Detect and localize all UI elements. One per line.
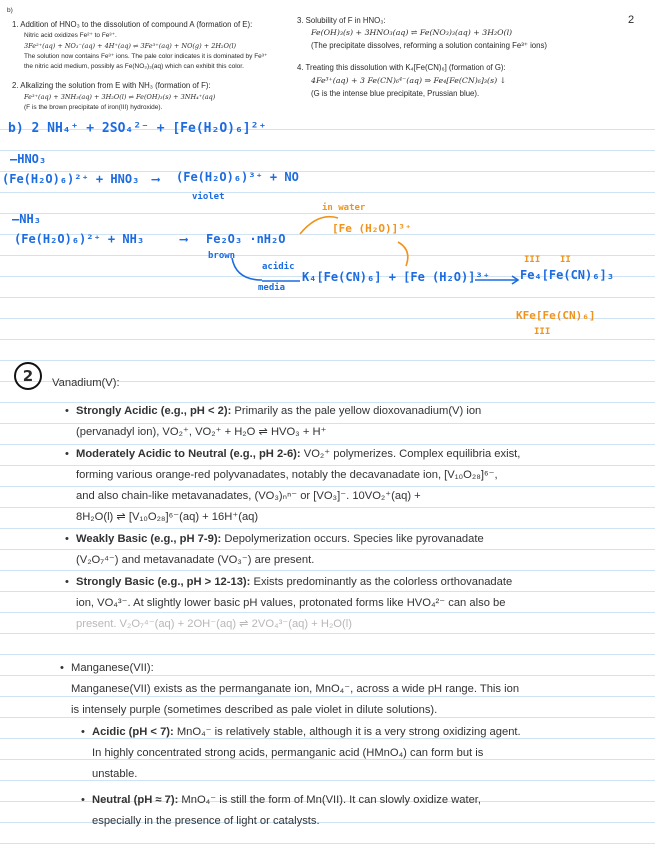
curve-arrow-down (398, 242, 408, 266)
hw-arrow-2: ⟶ (180, 232, 188, 246)
v-b3-text: Depolymerization occurs. Species like pyrovanadate (221, 533, 484, 545)
manganese-section (71, 658, 641, 721)
hw-fe-nh3: (Fe(H₂O)₆)²⁺ + NH₃ (14, 232, 145, 246)
circled-number (14, 362, 42, 390)
hw-media: media (258, 283, 286, 293)
item3-line1: (The precipitate dissolves, reforming a solution containing Fe³⁺ ions) (311, 41, 547, 50)
circled-number-text: 2 (22, 367, 34, 385)
v-b3-text2: (V₂O₇⁴⁻) and metavanadate (VO₃⁻) are present. (76, 554, 315, 566)
hw-minus-hno3: –HNO₃ (10, 152, 47, 166)
v-b2-label: Moderately Acidic to Neutral (e.g., pH 2-6): (76, 448, 301, 460)
hw-minus-nh3: –NH₃ (12, 212, 41, 226)
vanadium-bullet-4 (76, 572, 636, 635)
curve-arrow-brown (232, 258, 262, 280)
vanadium-heading: Vanadium(V): (52, 377, 120, 389)
v-b4-label: Strongly Basic (e.g., pH > 12-13): (76, 576, 251, 588)
hw-reactants-b: b) 2 NH₄⁺ + 2SO₄²⁻ + [Fe(H₂O)₆]²⁺ (8, 121, 267, 136)
item4-line1: (G is the intense blue precipitate, Prussian blue). (311, 89, 480, 98)
v-b2-text2: forming various orange-red polyvanadates, notably the decavanadate ion, [V₁₀O₂₈]⁶⁻, (76, 469, 498, 481)
hw-kfe: KFe[Fe(CN)₆] (516, 309, 596, 322)
vanadium-bullet-3 (76, 529, 636, 571)
hw-acidic: acidic (262, 262, 295, 272)
hw-product: Fe₄[Fe(CN)₆]₃ (520, 268, 614, 282)
vanadium-bullet-1 (76, 401, 636, 443)
hw-fe-h2o-3: [Fe (H₂O)]³⁺ (332, 222, 412, 235)
hw-fe3-no: (Fe(H₂O)₆)³⁺ + NO (176, 170, 299, 184)
mn-b1-text3: unstable. (92, 768, 138, 780)
mn-p1: Manganese(VII) exists as the permanganate ion, MnO₄⁻, across a wide pH range. This ion (71, 683, 520, 695)
vanadium-bullet-2 (76, 444, 636, 528)
curve-arrow-up (300, 217, 338, 234)
v-b1-text: Primarily as the pale yellow dioxovanadium(V) ion (231, 405, 482, 417)
hw-violet: violet (192, 192, 225, 202)
hw-k4-fe3: K₄[Fe(CN)₆] + [Fe (H₂O)]³⁺ (302, 270, 490, 284)
item4-eq: 4Fe³⁺(aq) + 3 Fe(CN)₆⁴⁻(aq) ⇒ Fe₄[Fe(CN)₆]₃(s) ↓ (311, 76, 507, 85)
hw-III-top: III (524, 255, 541, 265)
label-b: b) (7, 7, 13, 14)
hw-III-bottom: III (534, 327, 551, 337)
item2-eq: Fe³⁺(aq) + 3NH₃(aq) + 3H₂O(l) ⇌ Fe(OH)₃(s) + 3NH₄⁺(aq) (24, 93, 216, 101)
v-b1-label: Strongly Acidic (e.g., pH < 2): (76, 405, 232, 417)
hw-fe-hno3: (Fe(H₂O)₆)²⁺ + HNO₃ (2, 172, 140, 186)
v-b4-text2: ion, VO₄³⁻. At slightly lower basic pH values, protonated forms like HVO₄²⁻ can also be (76, 597, 506, 609)
item1-title: 1. Addition of HNO₃ to the dissolution of compound A (formation of E): (12, 20, 253, 29)
mn-b2-text: MnO₄⁻ is still the form of Mn(VII). It can slowly oxidize water, (178, 794, 482, 806)
item3-title: 3. Solubility of F in HNO₃: (297, 16, 386, 25)
mn-b1-text: MnO₄⁻ is relatively stable, although it is a very strong oxidizing agent. (173, 726, 521, 738)
page-number: 2 (628, 14, 635, 26)
v-b3-label: Weakly Basic (e.g., pH 7-9): (76, 533, 222, 545)
item1-eq: 3Fe²⁺(aq) + NO₃⁻(aq) + 4H⁺(aq) ⇌ 3Fe³⁺(aq) + NO(g) + 2H₂O(l) (24, 42, 237, 50)
mn-b1-label: Acidic (pH < 7): (92, 726, 174, 738)
item1-line1: Nitric acid oxidizes Fe²⁺ to Fe³⁺. (24, 32, 117, 39)
v-b2-text4: 8H₂O(l) ⇌ [V₁₀O₂₈]⁶⁻(aq) + 16H⁺(aq) (76, 511, 259, 523)
mn-b1-text2: In highly concentrated strong acids, permanganic acid (HMnO₄) can form but is (92, 747, 484, 759)
mn-b2-label: Neutral (pH ≈ 7): (92, 794, 179, 806)
mn-heading: Manganese(VII): (71, 662, 154, 674)
v-b4-text3: present. V₂O₇⁴⁻(aq) + 2OH⁻(aq) ⇌ 2VO₄³⁻(aq) + H₂O(l) (76, 618, 352, 630)
mn-b2-text2: especially in the presence of light or catalysts. (92, 815, 320, 827)
mn-p2: is intensely purple (sometimes described as pale violet in dilute solutions). (71, 704, 438, 716)
item3-eq: Fe(OH)₃(s) + 3HNO₃(aq) ⇌ Fe(NO₃)₃(aq) + 3H₂O(l) (311, 28, 513, 37)
item1-line2: The solution now contains Fe³⁺ ions. The pale color indicates it is dominated by Fe³⁺ (24, 53, 268, 60)
manganese-bullet-2 (92, 790, 637, 832)
hw-in-water: in water (322, 203, 366, 213)
v-b1-text2: (pervanadyl ion), VO₂⁺, VO₂⁺ + H₂O ⇌ HVO₃ + H⁺ (76, 426, 327, 438)
item1-line3: the nitric acid medium, possibly as Fe(NO₃)₃(aq) which can exhibit this color. (24, 63, 244, 70)
item2-line1: (F is the brown precipitate of iron(III) hydroxide). (24, 104, 163, 111)
manganese-bullet-1 (92, 722, 637, 785)
v-b4-text: Exists predominantly as the colorless orthovanadate (250, 576, 513, 588)
hw-arrow-1: ⟶ (152, 172, 160, 186)
hw-brown: brown (208, 251, 236, 261)
item2-title: 2. Alkalizing the solution from E with NH₃ (formation of F): (12, 81, 211, 90)
item4-title: 4. Treating this dissolution with K₄[Fe(CN)₆] (formation of G): (297, 63, 506, 72)
v-b2-text3: and also chain-like metavanadates, (VO₃)ₙⁿ⁻ or [VO₃]⁻. 10VO₂⁺(aq) + (76, 490, 421, 502)
v-b2-text: VO₂⁺ polymerizes. Complex equilibria exist, (300, 448, 521, 460)
hw-fe2o3: Fe₂O₃ ·nH₂O (206, 232, 286, 246)
hw-II-top: II (560, 255, 571, 265)
